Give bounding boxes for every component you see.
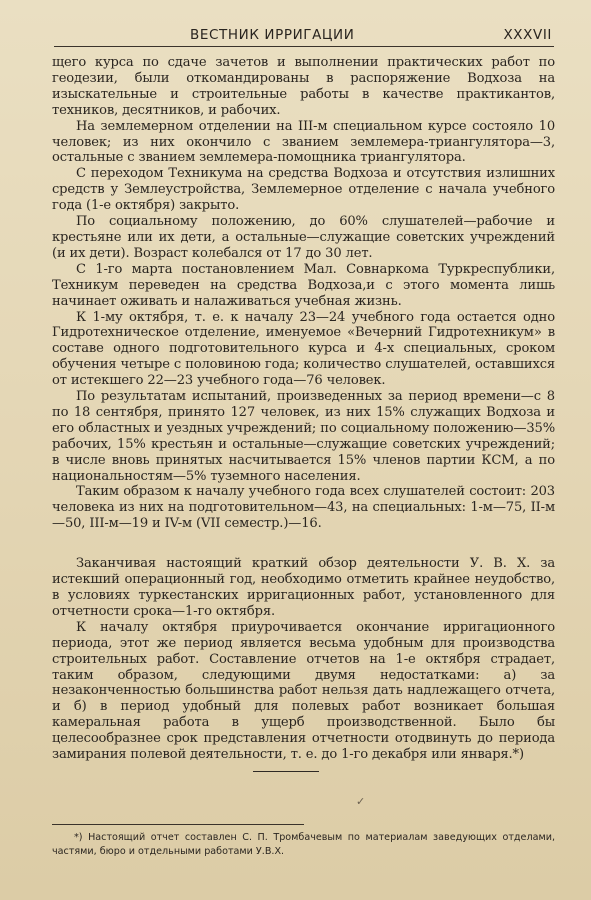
article-body xyxy=(52,55,555,763)
paragraph-dept-closed: С переходом Техникума на средства Водхоза и отсутствия излишних средств у Землеустройства, Землемерное отделение с начала учебного года (1-е октября) закрыто. xyxy=(52,166,555,214)
section-divider xyxy=(253,771,319,772)
paragraph-surveying-dept: На землемерном отделении на III-м специальном курсе состояло 10 человек; из них окончило с званием землемера-триангулятора—3, остальные с званием землемера-помощника триангулятора. xyxy=(52,118,555,166)
footnote: *) Настоящий отчет составлен С. П. Тромбачевым по материалам заведующих отделами, частями, бюро и отдельными работами У.В.Х. xyxy=(52,832,555,857)
paragraph-continuation: щего курса по сдаче зачетов и выполнении практических работ по геодезии, были откомандированы в распоряжение Водхоза на изыскательные и строительные работы в качестве практикантов, техников, десятников, и рабочих. xyxy=(52,55,555,118)
footnote-rule xyxy=(52,824,304,825)
paragraph-admission-results: По результатам испытаний, произведенных за период времени—с 8 по 18 сентября, принято 127 человек, из них 15% служащих Водхоза и его областных и уездных учреждений; по социальному положению—35% рабочих, 15% крестьян и остальные—служащие советских учреждений; в числе вновь принятых насчитывается 15% членов партии КСМ, а по национальностям—5% туземного населения. xyxy=(52,389,555,484)
paragraph-total-students: Таким образом к началу учебного года всех слушателей состоит: 203 человека из них на подготовительном—43, на специальных: 1-м—75, II-м—50, III-м—19 и IV-м (VII семестр.)—16. xyxy=(52,484,555,532)
paragraph-march-decree: С 1-го марта постановлением Мал. Совнаркома Туркреспублики, Техникум переведен на средства Водхоза,и с этого момента лишь начинает оживать и налаживаться учебная жизнь. xyxy=(52,261,555,309)
running-header xyxy=(54,24,554,47)
margin-check-mark: ✓ xyxy=(356,795,366,808)
journal-title: ВЕСТНИК ИРРИГАЦИИ xyxy=(190,27,355,43)
paragraph-october-status: К 1-му октября, т. е. к началу 23—24 учебного года остается одно Гидротехническое отделение, именуемое «Вечерний Гидротехникум» в составе одного подготовительного курса и 4-х специальных, сроком обучения четыре с половиною года; количество слушателей, оставшихся от истекшего 22—23 учебного года—76 человек. xyxy=(52,309,555,389)
paragraph-conclusion: Заканчивая настоящий краткий обзор деятельности У. В. Х. за истекший операционный год, необходимо отметить крайнее неудобство, в условиях туркестанских ирригационных работ, установленного для отчетности срока—1-го октября. xyxy=(52,556,555,619)
paragraph-social-status: По социальному положению, до 60% слушателей—рабочие и крестьяне или их дети, а остальные—служащие советских учреждений (и их дети). Возраст колебался от 17 до 30 лет. xyxy=(52,214,555,261)
page-number: XXXVII xyxy=(503,27,552,43)
paragraph-reporting-deadline: К началу октября приурочивается окончание ирригационного периода, этот же период является весьма удобным для производства строительных работ. Составление отчетов на 1-е октября страдает, таким образом, следующими двумя недостатками: а) за незаконченностью большинства работ нельзя дать надлежащего отчета, и б) в период удобный для полевых работ возникает большая камеральная работа в ущерб производственной. Было бы целесообразнее срок представления отчетности отодвинуть до периода замирания полевой деятельности, т. е. до 1-го декабря или января.*) xyxy=(52,619,555,763)
